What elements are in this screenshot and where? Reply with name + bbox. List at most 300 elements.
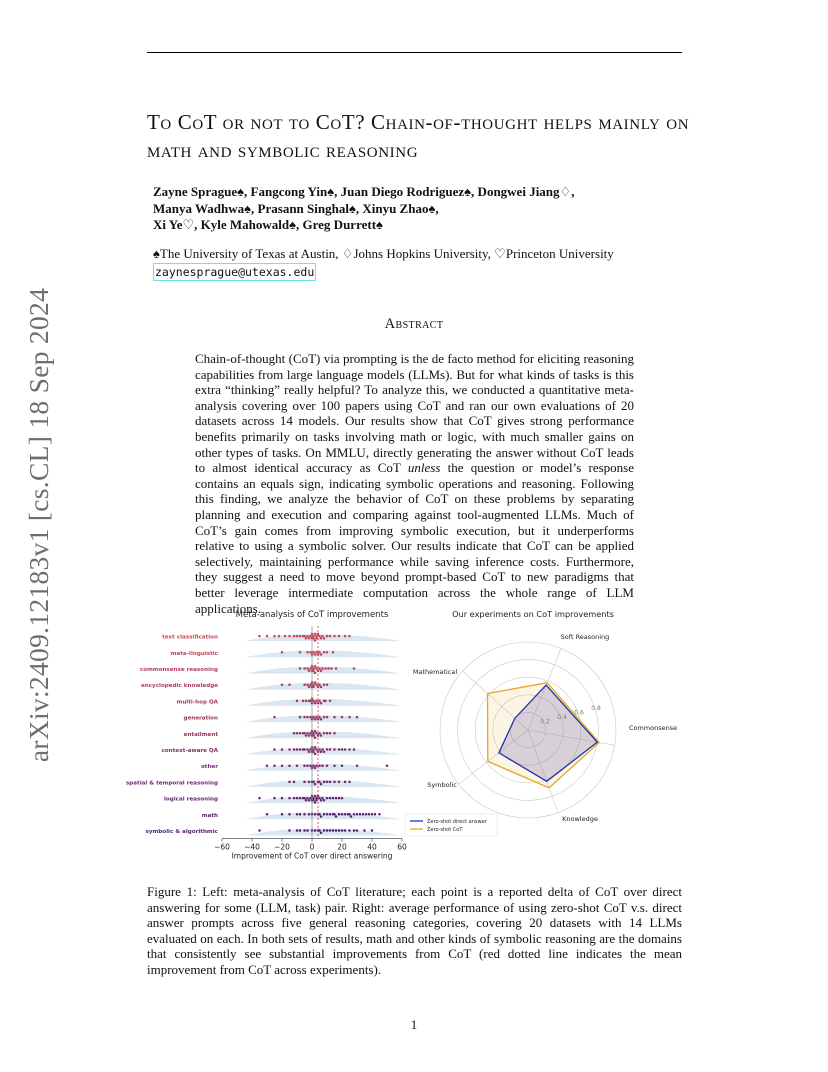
data-point [329, 748, 332, 751]
data-point [341, 716, 344, 719]
data-point [303, 732, 306, 735]
data-point [303, 748, 306, 751]
category-label: commonsense reasoning [139, 667, 218, 673]
data-point [327, 667, 330, 670]
data-point [312, 667, 315, 670]
data-point [333, 635, 336, 638]
radar-tick-label: 0.6 [574, 709, 584, 717]
data-point [321, 764, 324, 767]
data-point [356, 764, 359, 767]
data-point [305, 799, 308, 802]
data-point [303, 764, 306, 767]
data-point [312, 683, 315, 686]
data-point [353, 748, 356, 751]
data-point [293, 748, 296, 751]
category-label: multi-hop QA [176, 699, 218, 706]
data-point [321, 635, 324, 638]
data-point [312, 797, 315, 800]
data-point [323, 829, 326, 832]
data-point [309, 732, 312, 735]
data-point [333, 748, 336, 751]
data-point [326, 716, 329, 719]
data-point [296, 635, 299, 638]
data-point [332, 797, 335, 800]
data-point [312, 799, 315, 802]
data-point [281, 797, 284, 800]
data-point [296, 764, 299, 767]
data-point [306, 764, 309, 767]
data-point [306, 797, 309, 800]
category-label: math [201, 812, 218, 819]
data-point [273, 764, 276, 767]
radar-chart [405, 609, 677, 836]
data-point [318, 829, 321, 832]
data-point [338, 797, 341, 800]
x-tick-label: −60 [214, 842, 230, 852]
data-point [312, 669, 315, 672]
data-point [266, 635, 269, 638]
data-point [306, 683, 309, 686]
data-point [318, 764, 321, 767]
data-point [326, 781, 329, 784]
data-point [329, 813, 332, 816]
data-point [312, 734, 315, 737]
data-point [312, 732, 315, 735]
abstract-heading: Abstract [384, 316, 444, 332]
data-point [326, 635, 329, 638]
data-point [320, 637, 323, 640]
data-point [305, 637, 308, 640]
data-point [303, 829, 306, 832]
data-point [273, 635, 276, 638]
data-point [318, 797, 321, 800]
data-point [306, 667, 309, 670]
data-point [318, 732, 321, 735]
data-point [326, 732, 329, 735]
data-point [323, 750, 326, 753]
data-point [326, 813, 329, 816]
data-point [318, 667, 321, 670]
data-point [348, 813, 351, 816]
data-point [312, 716, 315, 719]
data-point [314, 653, 317, 656]
data-point [356, 716, 359, 719]
data-point [320, 653, 323, 656]
data-point [303, 667, 306, 670]
data-point [299, 635, 302, 638]
data-point [305, 700, 308, 703]
category-label: generation [183, 715, 218, 722]
data-point [306, 651, 309, 654]
data-point [281, 748, 284, 751]
data-point [323, 781, 326, 784]
author-list [153, 184, 713, 234]
data-point [266, 813, 269, 816]
data-point [320, 686, 323, 689]
data-point [293, 781, 296, 784]
data-point [321, 667, 324, 670]
data-point [293, 635, 296, 638]
data-point [350, 815, 353, 818]
data-point [299, 732, 302, 735]
data-point [312, 686, 315, 689]
data-point [299, 813, 302, 816]
data-point [288, 635, 291, 638]
data-point [320, 799, 323, 802]
radar-axis-label: Soft Reasoning [560, 633, 610, 641]
category-label: encyclopedic knowledge [140, 683, 218, 690]
data-point [314, 718, 317, 721]
arxiv-id: arXiv:2409.12183v1 [cs.CL] 18 Sep 2024 [23, 287, 54, 763]
x-tick-label: 60 [397, 842, 407, 852]
data-point [306, 716, 309, 719]
figure-canvas [125, 606, 678, 868]
data-point [329, 732, 332, 735]
data-point [314, 730, 317, 733]
data-point [314, 795, 317, 798]
data-point [308, 799, 311, 802]
data-point [303, 781, 306, 784]
data-point [314, 829, 317, 832]
data-point [338, 781, 341, 784]
data-point [320, 718, 323, 721]
category-label: symbolic & algorithmic [145, 829, 218, 835]
data-point [338, 813, 341, 816]
data-point [329, 700, 332, 703]
data-point [314, 813, 317, 816]
data-point [296, 748, 299, 751]
data-point [288, 764, 291, 767]
data-point [296, 797, 299, 800]
data-point [326, 683, 329, 686]
data-point [312, 637, 315, 640]
data-point [281, 651, 284, 654]
data-point [348, 635, 351, 638]
data-point [293, 797, 296, 800]
data-point [374, 813, 377, 816]
data-point [320, 783, 323, 786]
data-point [344, 748, 347, 751]
data-point [315, 651, 318, 654]
data-point [378, 813, 381, 816]
data-point [315, 683, 318, 686]
data-point [341, 748, 344, 751]
data-point [318, 683, 321, 686]
data-point [303, 635, 306, 638]
data-point [273, 748, 276, 751]
data-point [314, 801, 317, 804]
data-point [312, 700, 315, 703]
data-point [333, 764, 336, 767]
data-point [338, 635, 341, 638]
data-point [296, 813, 299, 816]
data-point [288, 781, 291, 784]
radar-axis-label: Symbolic [427, 781, 457, 789]
data-point [305, 734, 308, 737]
data-point [314, 665, 317, 668]
data-point [309, 635, 312, 638]
data-point [323, 813, 326, 816]
data-point [344, 781, 347, 784]
data-point [308, 813, 311, 816]
abstract-body [195, 351, 634, 616]
data-point [330, 667, 333, 670]
radar-axis-label: Mathematical [412, 668, 458, 676]
data-point [324, 700, 327, 703]
data-point [312, 748, 315, 751]
data-point [314, 746, 317, 749]
data-point [309, 716, 312, 719]
data-point [332, 829, 335, 832]
data-point [348, 781, 351, 784]
data-point [326, 764, 329, 767]
data-point [333, 732, 336, 735]
author-line: Xi Ye♡, Kyle Mahowald♠, Greg Durrett♠ [153, 217, 383, 232]
data-point [323, 732, 326, 735]
data-point [333, 781, 336, 784]
data-point [356, 813, 359, 816]
data-point [320, 669, 323, 672]
data-point [348, 748, 351, 751]
figure-1 [125, 606, 678, 868]
data-point [348, 716, 351, 719]
data-point [318, 748, 321, 751]
data-point [323, 637, 326, 640]
data-point [341, 797, 344, 800]
data-point [281, 813, 284, 816]
data-point [258, 635, 261, 638]
data-point [314, 767, 317, 770]
top-rule [147, 52, 682, 53]
data-point [332, 651, 335, 654]
category-label: meta-linguistic [170, 650, 218, 657]
data-point [371, 813, 374, 816]
data-point [315, 716, 318, 719]
data-point [333, 813, 336, 816]
legend-label: Zero-shot CoT [427, 827, 463, 833]
data-point [309, 764, 312, 767]
chart-title: Meta-analysis of CoT improvements [235, 610, 389, 620]
data-point [318, 700, 321, 703]
data-point [359, 813, 362, 816]
data-point [314, 753, 317, 756]
data-point [299, 667, 302, 670]
data-point [320, 734, 323, 737]
author-line: Manya Wadhwa♠, Prasann Singhal♠, Xinyu Zhao♠, [153, 200, 439, 216]
x-tick-label: 40 [367, 842, 377, 852]
category-label: logical reasoning [163, 796, 218, 803]
data-point [320, 702, 323, 705]
data-point [296, 829, 299, 832]
data-point [323, 799, 326, 802]
data-point [368, 813, 371, 816]
data-point [353, 829, 356, 832]
category-label: text classification [162, 634, 218, 641]
data-point [296, 700, 299, 703]
data-point [314, 783, 317, 786]
data-point [306, 829, 309, 832]
data-point [315, 732, 318, 735]
data-point [288, 797, 291, 800]
data-point [312, 651, 315, 654]
data-point [329, 781, 332, 784]
data-point [303, 683, 306, 686]
data-point [365, 813, 368, 816]
data-point [299, 651, 302, 654]
data-point [309, 667, 312, 670]
data-point [341, 764, 344, 767]
data-point [348, 829, 351, 832]
data-point [266, 764, 269, 767]
meta-analysis-chart [126, 610, 407, 861]
data-point [315, 748, 318, 751]
x-tick-label: −20 [274, 842, 290, 852]
data-point [371, 829, 374, 832]
x-tick-label: 0 [309, 842, 315, 852]
data-point [306, 732, 309, 735]
data-point [353, 813, 356, 816]
x-axis-label: Improvement of CoT over direct answering [231, 851, 393, 861]
data-point [288, 813, 291, 816]
data-point [326, 748, 329, 751]
data-point [308, 637, 311, 640]
data-point [288, 829, 291, 832]
data-point [318, 813, 321, 816]
data-point [293, 732, 296, 735]
category-label: entailment [183, 731, 218, 738]
data-point [258, 829, 261, 832]
data-point [314, 639, 317, 642]
data-point [323, 716, 326, 719]
data-point [353, 667, 356, 670]
data-point [335, 829, 338, 832]
data-point [299, 829, 302, 832]
page-number: 1 [410, 1017, 418, 1032]
legend-label: Zero-shot direct answer [427, 819, 487, 825]
data-point [323, 683, 326, 686]
data-point [315, 764, 318, 767]
data-point [318, 635, 321, 638]
data-point [284, 635, 287, 638]
abstract-emphasis: unless [407, 460, 441, 476]
data-point [315, 799, 318, 802]
data-point [296, 732, 299, 735]
data-point [306, 635, 309, 638]
data-point [341, 813, 344, 816]
category-label: other [200, 764, 218, 771]
data-point [386, 764, 389, 767]
data-point [356, 829, 359, 832]
radar-tick-label: 0.8 [591, 704, 601, 712]
data-point [308, 686, 311, 689]
data-point [323, 651, 326, 654]
data-point [320, 831, 323, 834]
data-point [309, 797, 312, 800]
data-point [309, 700, 312, 703]
category-label: spatial & temporal reasoning [125, 780, 218, 787]
data-point [314, 736, 317, 739]
data-point [314, 702, 317, 705]
data-point [309, 683, 312, 686]
chart-title: Our experiments on CoT improvements [452, 609, 614, 619]
data-point [326, 829, 329, 832]
data-point [308, 750, 311, 753]
data-point [329, 797, 332, 800]
data-point [281, 683, 284, 686]
data-point [321, 748, 324, 751]
data-point [344, 813, 347, 816]
data-point [314, 633, 317, 636]
data-point [314, 681, 317, 684]
radar-axis-label: Commonsense [629, 724, 678, 732]
data-point [281, 764, 284, 767]
data-point [318, 651, 321, 654]
data-point [312, 764, 315, 767]
category-label: context-aware QA [161, 748, 218, 754]
paper-title: To CoT or not to CoT? Chain-of-thought helps mainly on math and symbolic reasoning [147, 110, 690, 162]
data-point [326, 651, 329, 654]
figure-caption: Figure 1: Left: meta-analysis of CoT literature; each point is a reported delta of CoT over direct answering for some (LLM, task) pair. Right: average performance of using zero-shot CoT v.s. direct answer prompts across five general reasoning categories, covering 20 datasets with 14 LLMs evaluated on each. In both sets of results, math and other kinds of symbolic reasoning are the domains that consistently see substantial improvements from CoT (red dotted line indicates the mean improvement from CoT across experiments). [147, 884, 682, 977]
data-point [312, 635, 315, 638]
data-point [299, 748, 302, 751]
data-point [315, 700, 318, 703]
data-point [288, 683, 291, 686]
data-point [302, 700, 305, 703]
data-point [299, 716, 302, 719]
x-tick-label: −40 [244, 842, 260, 852]
data-point [318, 781, 321, 784]
author-line: Zayne Sprague♠, Fangcong Yin♠, Juan Diego Rodriguez♠, Dongwei Jiang♢, [153, 184, 575, 199]
data-point [308, 734, 311, 737]
data-point [335, 667, 338, 670]
data-point [258, 797, 261, 800]
data-point [318, 716, 321, 719]
data-point [303, 716, 306, 719]
data-point [303, 797, 306, 800]
data-point [338, 748, 341, 751]
data-point [321, 797, 324, 800]
data-point [312, 781, 315, 784]
data-point [320, 750, 323, 753]
data-point [315, 637, 318, 640]
data-point [306, 748, 309, 751]
data-point [312, 750, 315, 753]
data-point [299, 797, 302, 800]
arxiv-stamp [23, 287, 54, 763]
data-point [308, 781, 311, 784]
affiliations-block [153, 246, 713, 281]
email-link[interactable]: zaynesprague@utexas.edu [155, 265, 315, 279]
data-point [315, 797, 318, 800]
data-point [329, 635, 332, 638]
data-point [326, 797, 329, 800]
data-point [341, 829, 344, 832]
abstract-text: Chain-of-thought (CoT) via prompting is the de facto method for eliciting reasoning capabilities from large language models (LLMs). But for what kinds of tasks is this extra “thinking” really helpful? To analyze this, we conducted a quantitative meta-analysis covering over 100 papers using CoT and ran our own evaluations of 20 datasets across 14 models. Our results show that CoT gives strong performance benefits primarily on tasks involving math or logic, with much smaller gains on other types of tasks. On MMLU, directly generating the answer without CoT leads to almost identical accuracy as CoT [195, 351, 634, 476]
data-point [288, 748, 291, 751]
data-point [338, 829, 341, 832]
data-point [309, 748, 312, 751]
data-point [344, 829, 347, 832]
data-point [308, 669, 311, 672]
data-point [333, 716, 336, 719]
data-point [344, 635, 347, 638]
data-point [363, 829, 366, 832]
data-point [315, 667, 318, 670]
data-point [362, 813, 365, 816]
data-point [303, 813, 306, 816]
affiliations: ♠The University of Texas at Austin, ♢Johns Hopkins University, ♡Princeton University [153, 246, 614, 261]
data-point [335, 797, 338, 800]
